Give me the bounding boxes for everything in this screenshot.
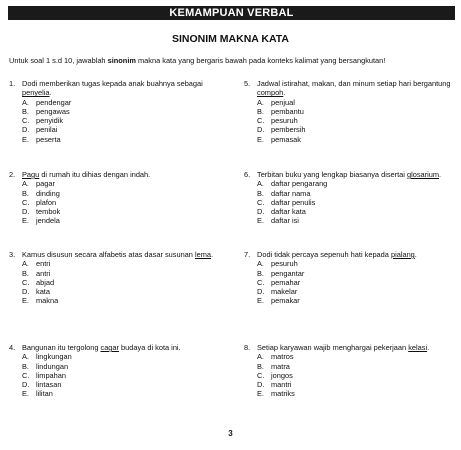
option-text: pagar xyxy=(36,179,55,189)
question-text xyxy=(22,170,221,179)
option-letter: D. xyxy=(22,380,30,390)
answer-option xyxy=(9,380,221,389)
answer-option xyxy=(9,125,221,134)
answer-option xyxy=(9,189,221,198)
answer-option xyxy=(244,380,456,389)
option-text: entri xyxy=(36,259,51,269)
question-text-post: . xyxy=(211,250,214,259)
question-stem xyxy=(244,170,456,179)
underlined-word: Pagu xyxy=(22,170,40,179)
option-text: penyidik xyxy=(36,116,64,126)
instruction-bold: sinonim xyxy=(107,56,136,65)
answer-option xyxy=(9,216,221,225)
answer-option xyxy=(244,352,456,361)
option-text: pendengar xyxy=(36,97,72,107)
question-stem xyxy=(9,250,221,259)
question-text-post: . xyxy=(414,250,417,259)
question-3 xyxy=(9,250,221,306)
question-6 xyxy=(244,170,456,226)
underlined-word: compoh xyxy=(257,88,284,98)
option-letter: E. xyxy=(257,389,264,399)
option-text: makna xyxy=(36,296,59,306)
instruction-before: Untuk soal 1 s.d 10, jawablah xyxy=(9,56,108,65)
option-text: penilai xyxy=(36,125,58,135)
page-number: 3 xyxy=(228,429,233,438)
question-text xyxy=(22,79,221,98)
answer-option xyxy=(244,362,456,371)
option-letter: C. xyxy=(257,116,265,126)
option-text: tembok xyxy=(36,207,61,217)
option-letter: E. xyxy=(22,134,29,144)
option-letter: E. xyxy=(257,296,264,306)
question-4 xyxy=(9,343,221,399)
option-letter: D. xyxy=(257,380,265,390)
option-text: pemahar xyxy=(271,277,301,287)
answer-option xyxy=(9,179,221,188)
question-text-pre: Dodi tidak percaya sepenuh hati kepada xyxy=(257,250,391,259)
option-text: pembantu xyxy=(271,106,304,116)
question-2 xyxy=(9,170,221,226)
option-letter: C. xyxy=(257,197,265,207)
option-letter: C. xyxy=(22,197,30,207)
answer-option xyxy=(244,98,456,107)
option-text: kata xyxy=(36,287,50,297)
option-text: dinding xyxy=(36,188,60,198)
header-bar xyxy=(8,6,455,20)
option-letter: A. xyxy=(22,97,29,107)
option-letter: D. xyxy=(257,207,265,217)
option-text: lilitan xyxy=(36,389,53,399)
question-text-post: . xyxy=(49,88,52,98)
answer-option xyxy=(244,107,456,116)
question-text-pre: Bangunan itu tergolong xyxy=(22,343,101,352)
option-letter: B. xyxy=(257,268,264,278)
option-letter: D. xyxy=(22,125,30,135)
option-letter: B. xyxy=(257,188,264,198)
option-text: pengantar xyxy=(271,268,305,278)
answer-option xyxy=(244,389,456,398)
option-letter: B. xyxy=(22,268,29,278)
answer-option xyxy=(9,116,221,125)
option-text: pemasak xyxy=(271,134,301,144)
question-number: 1. xyxy=(9,79,16,88)
question-text-pre: Jadwal istirahat, makan, dan minum setiap hari bergantung xyxy=(257,79,451,88)
option-text: jongos xyxy=(271,370,293,380)
answer-option xyxy=(244,179,456,188)
question-7 xyxy=(244,250,456,306)
option-letter: B. xyxy=(22,106,29,116)
question-text xyxy=(22,343,221,352)
answer-option xyxy=(9,135,221,144)
option-letter: A. xyxy=(257,259,264,269)
question-number: 2. xyxy=(9,170,16,179)
option-letter: C. xyxy=(22,277,30,287)
underlined-word: kelasi xyxy=(408,343,428,352)
option-letter: E. xyxy=(257,216,264,226)
option-text: pesuruh xyxy=(271,116,298,126)
option-text: daftar nama xyxy=(271,188,311,198)
question-number: 6. xyxy=(244,170,251,179)
option-text: matros xyxy=(271,352,294,362)
option-letter: C. xyxy=(22,116,30,126)
option-letter: C. xyxy=(22,370,30,380)
option-text: peserta xyxy=(36,134,61,144)
instruction xyxy=(9,56,454,65)
question-stem xyxy=(244,343,456,352)
answer-option xyxy=(9,371,221,380)
option-text: pengawas xyxy=(36,106,70,116)
option-letter: E. xyxy=(22,296,29,306)
option-letter: A. xyxy=(22,352,29,362)
question-text-pre: Terbitan buku yang lengkap biasanya disertai xyxy=(257,170,407,179)
answer-option xyxy=(244,125,456,134)
option-letter: E. xyxy=(22,389,29,399)
option-letter: B. xyxy=(257,361,264,371)
question-text xyxy=(257,250,456,259)
answer-option xyxy=(244,259,456,268)
question-text-pre: Setiap karyawan wajib menghargai pekerjaan xyxy=(257,343,409,352)
answer-option xyxy=(244,116,456,125)
underlined-word: pialang xyxy=(390,250,415,259)
answer-option xyxy=(244,287,456,296)
question-8 xyxy=(244,343,456,399)
question-1 xyxy=(9,79,221,144)
answer-option xyxy=(244,371,456,380)
answer-option xyxy=(244,135,456,144)
option-letter: B. xyxy=(257,106,264,116)
question-text-post: di rumah itu dihias dengan indah. xyxy=(39,170,151,179)
option-letter: A. xyxy=(257,352,264,362)
option-letter: A. xyxy=(22,179,29,189)
answer-option xyxy=(244,216,456,225)
option-text: daftar pengarang xyxy=(271,179,328,189)
option-text: pemakar xyxy=(271,296,300,306)
option-letter: D. xyxy=(22,287,30,297)
question-stem xyxy=(244,79,456,98)
option-letter: E. xyxy=(22,216,29,226)
option-text: matriks xyxy=(271,389,295,399)
question-text-post: . xyxy=(439,170,442,179)
question-number: 8. xyxy=(244,343,251,352)
answer-option xyxy=(244,296,456,305)
question-text xyxy=(257,343,456,352)
answer-option xyxy=(9,107,221,116)
question-number: 4. xyxy=(9,343,16,352)
question-text-pre: Dodi memberikan tugas kepada anak buahnya sebagai xyxy=(22,79,203,88)
option-text: matra xyxy=(271,361,290,371)
underlined-word: cagar xyxy=(100,343,119,352)
underlined-word: lema xyxy=(194,250,211,259)
question-text xyxy=(22,250,221,259)
answer-option xyxy=(9,352,221,361)
answer-option xyxy=(244,207,456,216)
option-letter: C. xyxy=(257,370,265,380)
option-letter: A. xyxy=(22,259,29,269)
option-text: penjual xyxy=(271,97,295,107)
answer-option xyxy=(9,389,221,398)
answer-option xyxy=(9,296,221,305)
question-number: 7. xyxy=(244,250,251,259)
header-title: KEMAMPUAN VERBAL xyxy=(169,7,294,19)
instruction-after: makna kata yang bergaris bawah pada konteks kalimat yang bersangkutan! xyxy=(135,56,386,65)
question-text-pre: Kamus disusun secara alfabetis atas dasar susunan xyxy=(22,250,195,259)
option-letter: A. xyxy=(257,179,264,189)
question-stem xyxy=(9,79,221,98)
option-text: daftar isi xyxy=(271,216,299,226)
question-text xyxy=(257,79,456,98)
question-text-post: . xyxy=(283,88,286,98)
question-5 xyxy=(244,79,456,144)
option-text: limpahan xyxy=(36,370,66,380)
option-text: plafon xyxy=(36,197,57,207)
option-letter: B. xyxy=(22,361,29,371)
option-text: makelar xyxy=(271,287,298,297)
option-letter: D. xyxy=(22,207,30,217)
option-text: lindungan xyxy=(36,361,69,371)
underlined-word: penyelia xyxy=(22,88,50,98)
answer-option xyxy=(9,269,221,278)
option-text: pembersih xyxy=(271,125,306,135)
answer-option xyxy=(9,362,221,371)
question-stem xyxy=(9,343,221,352)
option-letter: B. xyxy=(22,188,29,198)
answer-option xyxy=(9,278,221,287)
option-letter: D. xyxy=(257,287,265,297)
answer-option xyxy=(9,287,221,296)
question-number: 5. xyxy=(244,79,251,88)
option-text: lintasan xyxy=(36,380,62,390)
answer-option xyxy=(244,278,456,287)
question-text-post: . xyxy=(427,343,430,352)
section-title: SINONIM MAKNA KATA xyxy=(171,33,290,45)
option-text: daftar penulis xyxy=(271,197,316,207)
option-text: antri xyxy=(36,268,51,278)
answer-option xyxy=(9,198,221,207)
option-text: pesuruh xyxy=(271,259,298,269)
option-letter: A. xyxy=(257,97,264,107)
underlined-word: glosarium xyxy=(406,170,440,179)
answer-option xyxy=(9,259,221,268)
answer-option xyxy=(9,98,221,107)
question-stem xyxy=(244,250,456,259)
option-text: jendela xyxy=(36,216,60,226)
answer-option xyxy=(244,189,456,198)
option-letter: E. xyxy=(257,134,264,144)
answer-option xyxy=(244,198,456,207)
question-number: 3. xyxy=(9,250,16,259)
answer-option xyxy=(9,207,221,216)
option-text: daftar kata xyxy=(271,207,306,217)
answer-option xyxy=(244,269,456,278)
option-text: mantri xyxy=(271,380,292,390)
option-text: abjad xyxy=(36,277,55,287)
question-text-post: budaya di kota ini. xyxy=(119,343,181,352)
option-text: lingkungan xyxy=(36,352,72,362)
question-text xyxy=(257,170,456,179)
question-stem xyxy=(9,170,221,179)
option-letter: D. xyxy=(257,125,265,135)
option-letter: C. xyxy=(257,277,265,287)
